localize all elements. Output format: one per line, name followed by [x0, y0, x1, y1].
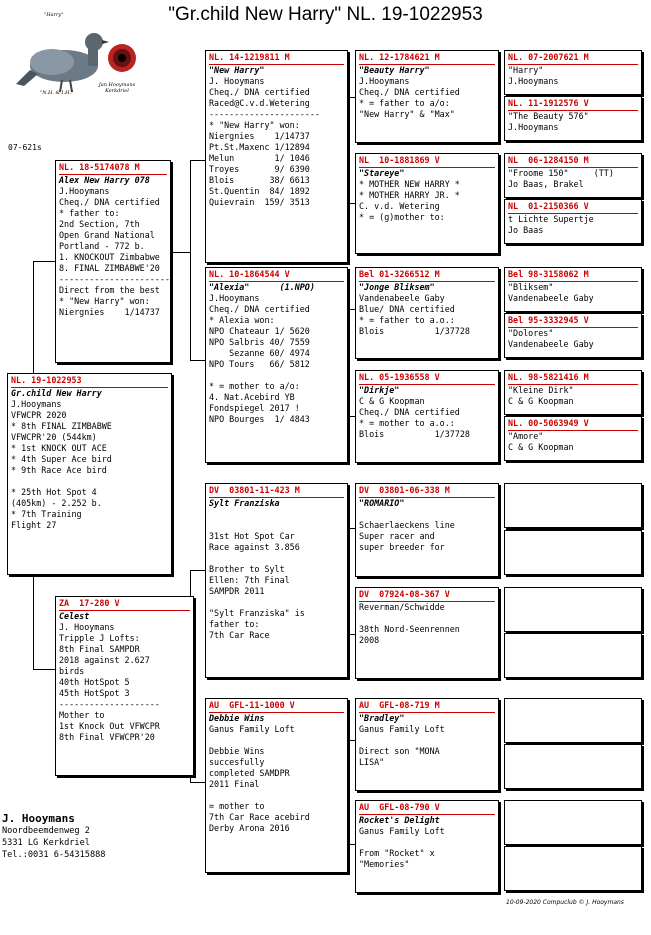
pedigree-line: "Kleine Dirk" [508, 385, 574, 395]
pigeon-name: Celest [59, 611, 90, 621]
pigeon-logo [12, 10, 142, 102]
ring-number: ZA 17-280 V [59, 598, 120, 608]
connector [348, 97, 349, 203]
pedigree-line [11, 476, 168, 487]
pedigree-line: NPO Tours 66/ 5812 [209, 359, 310, 369]
connector [33, 261, 34, 373]
pedigree-box-gen5-empty [504, 846, 642, 891]
owner-phone: Tel.:0031 6-54315888 [2, 850, 106, 860]
pigeon-name: "New Harry" [209, 65, 265, 75]
ring-number: Bel 98-3158062 M [508, 269, 589, 279]
connector [190, 160, 206, 161]
pedigree-box-gen5 [504, 50, 642, 95]
pedigree-line: LISA" [359, 757, 385, 767]
pedigree-line: 8th Final VFWCPR'20 [59, 732, 155, 742]
owner-address: Noordbeemdenweg 2 [2, 826, 90, 836]
pedigree-line: St.Quentin 84/ 1892 [209, 186, 310, 196]
pedigree-line: 2nd Section, 7th [59, 219, 140, 229]
pedigree-line: * 1st KNOCK OUT ACE [11, 443, 107, 453]
pedigree-line: 31st Hot Spot Car [209, 531, 295, 541]
pedigree-line: Jo Baas [508, 225, 544, 235]
pedigree-line: Cheq./ DNA certified [209, 304, 310, 314]
pedigree-line: 2011 Final [209, 779, 260, 789]
pedigree-line: C. v.d. Wetering [359, 201, 440, 211]
pedigree-line: 1st Knock Out VFWCPR [59, 721, 160, 731]
pedigree-box-gen5 [504, 199, 642, 244]
pedigree-line: Derby Arona 2016 [209, 823, 290, 833]
pedigree-line: Niergnies 1/14737 [209, 131, 310, 141]
pedigree-line: J.Hooymans [209, 293, 260, 303]
pedigree-box-subject [7, 373, 172, 575]
pigeon-name: Gr.child New Harry [11, 388, 102, 398]
pedigree-line: Vandenabeele Gaby [508, 339, 594, 349]
pedigree-line: * = father to a.o.: [359, 315, 455, 325]
pedigree-line: 1. KNOCKOUT Zimbabwe [59, 252, 160, 262]
pedigree-line: Cheq./ DNA certified [359, 87, 460, 97]
pedigree-box-dds [355, 698, 499, 791]
pedigree-line: ---------------------- [209, 109, 320, 119]
pedigree-box-gen5-empty [504, 587, 642, 632]
pedigree-line: Blois 1/37728 [359, 429, 470, 439]
pedigree-line: * "New Harry" won: [209, 120, 300, 130]
pedigree-line: Flight 27 [11, 520, 57, 530]
pigeon-name: "Jonge Bliksem" [359, 282, 435, 292]
ring-number: Bel 95-3332945 V [508, 315, 589, 325]
pedigree-line: * 9th Race Ace bird [11, 465, 107, 475]
owner-city: 5331 LG Kerkdriel [2, 838, 90, 848]
pedigree-line: "Sylt Franziska" is [209, 608, 305, 618]
pigeon-name: "Bradley" [359, 713, 405, 723]
pedigree-line: 2018 against 2.627 [59, 655, 150, 665]
pedigree-box-gen5 [504, 267, 642, 312]
pedigree-line: 2008 [359, 635, 380, 645]
ring-number: NL. 10-1864544 V [209, 269, 290, 279]
pedigree-box-gen5 [504, 370, 642, 415]
pedigree-line: Debbie Wins [209, 746, 265, 756]
page-title: "Gr.child New Harry" NL. 19-1022953 [168, 4, 483, 25]
pedigree-box-sire-sire [205, 50, 348, 263]
pedigree-box-gen5 [504, 313, 642, 358]
pedigree-line: 7th Car Race [209, 630, 270, 640]
pedigree-box-dam-dam [205, 698, 348, 873]
pedigree-line: Cheq./ DNA certified [59, 197, 160, 207]
pedigree-line: Schaerlaeckens line [359, 520, 455, 530]
pedigree-box-gen5-empty [504, 744, 642, 789]
pedigree-line: Vandenabeele Gaby [508, 293, 594, 303]
pedigree-line: J. Hooymans [209, 76, 265, 86]
connector [348, 309, 349, 416]
ring-number: NL. 98-5821416 M [508, 372, 589, 382]
logo-bottom-text: "N.H. & I.H." [40, 90, 74, 96]
pedigree-line: super breeder for [359, 542, 445, 552]
ring-number: NL 01-2150366 V [508, 201, 589, 211]
pedigree-box-sire [55, 160, 171, 363]
pedigree-line [209, 553, 344, 564]
pedigree-line: J.Hooymans [11, 399, 62, 409]
pedigree-line: Ganus Family Loft [359, 826, 445, 836]
pigeon-name: Rocket's Delight [359, 815, 440, 825]
ring-number: AU GFL-11-1000 V [209, 700, 295, 710]
ring-number: NL. 07-2007621 M [508, 52, 589, 62]
pedigree-box-gen5-empty [504, 698, 642, 743]
pedigree-box-sire-dam [205, 267, 348, 463]
pedigree-line: Brother to Sylt [209, 564, 285, 574]
ring-number: NL. 12-1784621 M [359, 52, 440, 62]
pedigree-line: Blois 1/37728 [359, 326, 470, 336]
pedigree-line: NPO Chateaur 1/ 5620 [209, 326, 310, 336]
connector [190, 570, 206, 571]
pedigree-line: 45th HotSpot 3 [59, 688, 130, 698]
pedigree-line: Reverman/Schwidde [359, 602, 445, 612]
pedigree-line: "Harry" [508, 65, 544, 75]
pedigree-line: Ganus Family Loft [209, 724, 295, 734]
pedigree-line: birds [59, 666, 85, 676]
pedigree-line: "Amore" [508, 431, 544, 441]
pedigree-line: Raced@C.v.d.Wetering [209, 98, 310, 108]
pedigree-line: J.Hooymans [508, 122, 559, 132]
ring-number: NL. 14-1219811 M [209, 52, 290, 62]
pedigree-box-gen5 [504, 416, 642, 461]
ring-number: NL. 11-1912576 V [508, 98, 589, 108]
pigeon-name: "ROMARIO" [359, 498, 405, 508]
connector [33, 669, 57, 670]
pedigree-line: "New Harry" & "Max" [359, 109, 455, 119]
pedigree-box-sdd [355, 370, 499, 463]
pedigree-line [209, 597, 344, 608]
pedigree-line: Blue/ DNA certified [359, 304, 455, 314]
pigeon-name: Debbie Wins [209, 713, 265, 723]
pedigree-line: Troyes 9/ 6390 [209, 164, 310, 174]
pedigree-line: Melun 1/ 1046 [209, 153, 310, 163]
ring-number: DV 07924-08-367 V [359, 589, 450, 599]
pedigree-box-sds [355, 267, 499, 359]
pedigree-line: 38th Nord-Seenrennen [359, 624, 460, 634]
pedigree-line: C & G Koopman [508, 396, 574, 406]
pedigree-line: * 4th Super Ace bird [11, 454, 112, 464]
ring-number: NL. 18-5174078 M [59, 162, 140, 172]
pedigree-line: "Bliksem" [508, 282, 554, 292]
pedigree-box-gen5-empty [504, 800, 642, 845]
pedigree-line: * 8th FINAL ZIMBABWE [11, 421, 112, 431]
connector [33, 261, 57, 262]
ring-number: NL 06-1284150 M [508, 155, 589, 165]
pedigree-line: * father to: [59, 208, 120, 218]
pedigree-line: * = father to a/o: [359, 98, 450, 108]
pedigree-line: Jo Baas, Brakel [508, 179, 584, 189]
pedigree-line: Ellen: 7th Final [209, 575, 290, 585]
pedigree-line: VFWCPR'20 (544km) [11, 432, 97, 442]
pigeon-name: Sylt Franziska [209, 498, 280, 508]
pedigree-line: C & G Koopman [508, 442, 574, 452]
ring-number: NL. 00-5063949 V [508, 418, 589, 428]
pedigree-line: J.Hooymans [359, 76, 410, 86]
pedigree-line: * Alexia won: [209, 315, 275, 325]
ring-number: NL. 19-1022953 [11, 375, 82, 385]
pedigree-line: * = mother to a/o: [209, 381, 300, 391]
owner-info [2, 813, 105, 861]
pedigree-line: J. Hooymans [59, 622, 115, 632]
pedigree-box-gen5-empty [504, 530, 642, 575]
pedigree-line: * MOTHER NEW HARRY * [359, 179, 460, 189]
pedigree-box-sss [355, 50, 499, 143]
pedigree-box-gen5 [504, 96, 642, 141]
pedigree-line: NPO Salbris 40/ 7559 [209, 337, 310, 347]
logo-sub-text: Jan Hooymans Kerkdriel [98, 82, 136, 94]
pedigree-line: From "Rocket" x [359, 848, 435, 858]
connector [348, 740, 349, 844]
pedigree-line: "Froome 150" (TT) [508, 168, 614, 178]
pedigree-line: "The Beauty 576" [508, 111, 589, 121]
connector [190, 360, 206, 361]
pigeon-name: "Stareye" [359, 168, 405, 178]
pedigree-line [359, 613, 495, 624]
ring-number: DV 03801-06-338 M [359, 485, 450, 495]
ring-number: AU GFL-08-719 M [359, 700, 440, 710]
pedigree-line: "Dolores" [508, 328, 554, 338]
ring-number: NL 10-1881869 V [359, 155, 440, 165]
footer-credit: 10-09-2020 Compuclub © J. Hooymans [506, 899, 624, 906]
pedigree-box-gen5-empty [504, 483, 642, 528]
pedigree-line: -------------------- [59, 699, 160, 709]
pedigree-line: * 25th Hot Spot 4 [11, 487, 97, 497]
pedigree-line: VFWCPR 2020 [11, 410, 67, 420]
pedigree-line: Race against 3.856 [209, 542, 300, 552]
pedigree-line: SAMPDR 2011 [209, 586, 265, 596]
pedigree-line: Direct son "MONA [359, 746, 440, 756]
pedigree-line: Vandenabeele Gaby [359, 293, 445, 303]
pedigree-line [359, 509, 495, 520]
pedigree-line: "Memories" [359, 859, 410, 869]
pedigree-line: * "New Harry" won: [59, 296, 150, 306]
pedigree-line: * = mother to a.o.: [359, 418, 455, 428]
pigeon-name: "Alexia" (1.NPO) [209, 282, 315, 292]
pedigree-line: completed SAMDPR [209, 768, 290, 778]
pedigree-line: Ganus Family Loft [359, 724, 445, 734]
pedigree-line [359, 837, 495, 848]
pedigree-line: t Lichte Supertje [508, 214, 594, 224]
pedigree-line: Cheq./ DNA certified [359, 407, 460, 417]
pedigree-box-gen5-empty [504, 633, 642, 678]
pedigree-line: father to: [209, 619, 260, 629]
pedigree-line: Portland - 772 b. [59, 241, 145, 251]
owner-name: J. Hooymans [2, 812, 75, 825]
pedigree-line: J.Hooymans [508, 76, 559, 86]
side-code: 07-621s [8, 143, 42, 152]
pedigree-line: J.Hooymans [59, 186, 110, 196]
pedigree-line: Tripple J Lofts: [59, 633, 140, 643]
pigeon-name: "Beauty Harry" [359, 65, 430, 75]
pedigree-box-dss [355, 483, 499, 577]
pedigree-line [209, 509, 344, 520]
pedigree-line: Mother to [59, 710, 105, 720]
connector [33, 574, 34, 669]
pedigree-line: Super racer and [359, 531, 435, 541]
connector [190, 782, 206, 783]
pedigree-line: = mother to [209, 801, 265, 811]
pedigree-line: * 7th Training [11, 509, 82, 519]
pedigree-line [209, 520, 344, 531]
pedigree-line: * = (g)mother to: [359, 212, 445, 222]
connector [170, 252, 190, 253]
pedigree-line: Blois 38/ 6613 [209, 175, 310, 185]
pedigree-line: C & G Koopman [359, 396, 425, 406]
pedigree-line [359, 735, 495, 746]
pedigree-box-dsd [355, 587, 499, 679]
pedigree-line: Direct from the best [59, 285, 160, 295]
pedigree-line: (405km) - 2.252 b. [11, 498, 102, 508]
pedigree-line [209, 735, 344, 746]
pedigree-line: Sezanne 60/ 4974 [209, 348, 310, 358]
connector [190, 160, 191, 360]
pedigree-box-dam-sire [205, 483, 348, 678]
pedigree-line: Quievrain 159/ 3513 [209, 197, 310, 207]
pedigree-line: Open Grand National [59, 230, 155, 240]
pedigree-line: 40th HotSpot 5 [59, 677, 130, 687]
ring-number: DV 03801-11-423 M [209, 485, 300, 495]
ring-number: NL. 05-1936558 V [359, 372, 440, 382]
ring-number: AU GFL-08-790 V [359, 802, 440, 812]
pedigree-line [209, 790, 344, 801]
pigeon-name: Alex New Harry 078 [59, 175, 150, 185]
pedigree-box-dam [55, 596, 194, 776]
pedigree-line: 8. FINAL ZIMBABWE'20 [59, 263, 160, 273]
pedigree-line: NPO Bourges 1/ 4843 [209, 414, 310, 424]
pedigree-line: 8th Final SAMPDR [59, 644, 140, 654]
pedigree-box-ddd [355, 800, 499, 893]
pedigree-line: succesfully [209, 757, 265, 767]
pedigree-line: * MOTHER HARRY JR. * [359, 190, 460, 200]
pedigree-line: Cheq./ DNA certified [209, 87, 310, 97]
pedigree-line: Pt.St.Maxenc 1/12894 [209, 142, 310, 152]
connector [348, 528, 349, 634]
pedigree-line: ---------------------- [59, 274, 170, 284]
pedigree-line [209, 370, 344, 381]
pedigree-line: Niergnies 1/14737 [59, 307, 160, 317]
pedigree-box-gen5 [504, 153, 642, 198]
pedigree-line: 7th Car Race acebird [209, 812, 310, 822]
ring-number: Bel 01-3266512 M [359, 269, 440, 279]
logo-top-text: "Harry" [44, 12, 64, 18]
pigeon-name: "Dirkje" [359, 385, 400, 395]
pedigree-line: 4. Nat.Acebird YB [209, 392, 295, 402]
pedigree-box-ssd [355, 153, 499, 254]
pedigree-line: Fondspiegel 2017 ! [209, 403, 300, 413]
